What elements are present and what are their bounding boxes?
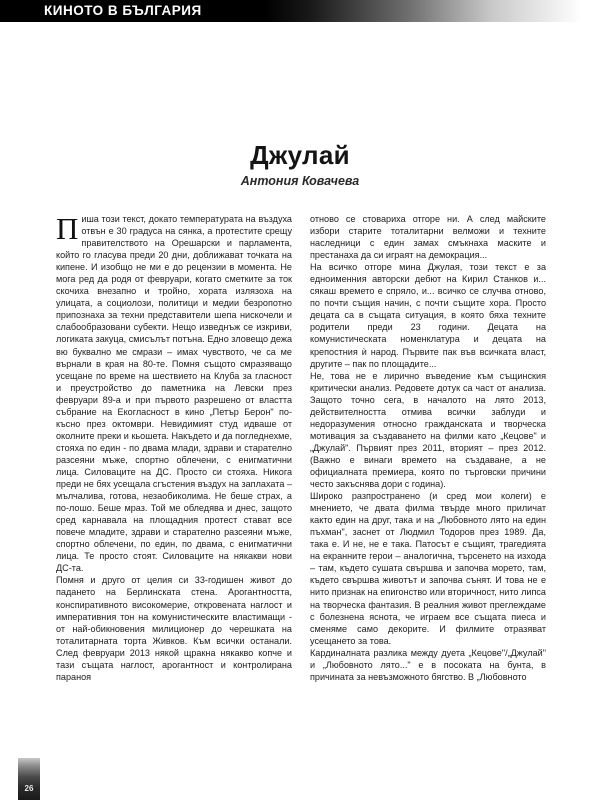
- paragraph: [56, 213, 292, 574]
- article-header: [0, 140, 600, 190]
- section-title: КИНОТО В БЪЛГАРИЯ: [44, 3, 202, 18]
- page-number-tab: [18, 758, 40, 800]
- article-title: Джулай: [250, 140, 350, 170]
- right-text-column: [310, 213, 546, 758]
- paragraph: Широко разпространено (и сред мои колеги) е мнението, че двата филма твърде много приличат както един на друг, така и на „Любовното лято на един пъхман", заснет от Людмил Тодоров през 1989. Да, така е. И не, не е така. Патосът е същият, трагедията на екранните герои – аналогична, търсенето на изхода – там, където сушата свършва и започва морето, там, където свършва животът и започва сънят. И това не е нито признак на епигонство или вторичност, нито липса на творческа фантазия. В реалния живот преглеждаме с болезнена яснота, че играем все същата пиеса и сменяме само декорите. И филмите отразяват усещането за това.: [310, 491, 546, 646]
- article-body-columns: [56, 213, 546, 758]
- paragraph: Помня и друго от целия си 33-годишен живот до падането на Берлинската стена. Арогантността, конспиративното високомерие, откровената наглост и императивния тон на комунистическите властимащи - от най-обикновения милиционер до черешката на тоталитарната торта Живков. Към всички останали. След февруари 2013 някой щракна някакво копче и тази същата наглост, арогантност и контролирана параноя: [56, 575, 292, 682]
- drop-cap: П: [56, 213, 79, 246]
- article-author-byline: Антония Ковачева: [240, 174, 360, 188]
- left-text-column: [56, 213, 292, 758]
- paragraph-text: иша този текст, докато температурата на въздуха отвън е 30 градуса на сянка, а протестите срещу правителството на Орешарски и парламента, който го гласува преди 20 дни, доближават точката на кипене. И изобщо не ми е до рецензии в момента. Не мога ред да родя от февруари, когато сметките за ток скочиха внезапно и тройно, хората излязоха на улицата, а социолози, политици и медии безропотно припознаха за техни представители шепа нискочели и слабообразовани субекти. Нещо изведнъж се изкриви, логиката закуца, смисълът потъна. Едно зловещо дежа вю буквално ме смрази – имах чувството, че са ме върнали в края на 80-те. Помня същото смразяващо усещане по време на шествието на Клуба за гласност и преустройство до паметника на Левски през февруари 89-а и при първото разрешено от властта събрание на Екогласност в кино „Петър Берон" по-късно през октомври. Невидимият студ идваше от околните преки и кьошета. Накъдето и да погледнехме, стояха по един - по двама млади, здрави и старателно разсеяни мъже, спортно облечени, с енигматични лица. Силоваците на ДС. Просто си стояха. Никога преди не бях усещала сгъстения въздух на заплахата – мълчалива, готова, незаобиколима. Не беше страх, а по-лошо. Беше мраз. Той ме обледява и днес, защото сред карнавала на площадния протест стават все повече младите, здрави и старателно разсеяни мъже, спортно облечени, по един, по двама, с енигматични лица. Те просто стоят. Силоваците на някакви нови ДС-та.: [56, 214, 292, 574]
- paragraph: Кардиналната разлика между дуета „Кецове"/„Джулай" и „Любовното лято..." е в посоката на бунта, в причината за невъзможното бягство. В „Любовното: [310, 647, 546, 682]
- page-number: 26: [24, 784, 34, 793]
- section-header-banner: [0, 0, 600, 22]
- paragraph: Не, това не е лирично въведение към същинския критически анализ. Редовете дотук са част от анализа. Защото точно сега, в началото на лято 2013, действителността отмива всички заблуди и недоразумения относно гражданската и творческа мотивация за създаването на филми като „Кецове" и „Джулай". Първият през 2011, вторият – през 2012. (Важно е винаги времето на създаване, а не официалната премиера, която по търговски причини често закъснява дори с година).: [310, 370, 546, 490]
- paragraph: отново се стовариха отгоре ни. А след майските избори старите тоталитарни велможи и техните наследници с един замах смъкнаха маските и престанаха да си играят на демокрация...: [310, 214, 546, 261]
- paragraph: На всичко отгоре мина Джулая, този текст е за едноименния авторски дебют на Кирил Станков и... сякаш времето е спряло, и... всичко се случва отново, по почти същия начин, с почти същите хора. Просто децата са в същата ситуация, в която бяха техните родители преди 23 години. Децата на комунистическата номенклатура и децата на крепостния ѝ народ. Първите пак във всичката власт, другите – пак по площадите...: [310, 262, 546, 369]
